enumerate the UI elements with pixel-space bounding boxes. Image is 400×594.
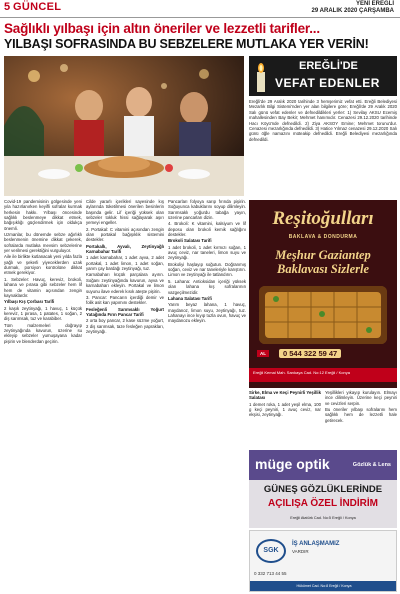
baklava-tray-image <box>259 286 387 344</box>
family-dinner-photo <box>4 56 244 196</box>
page-header <box>0 0 400 18</box>
resit-address: Ereğli Kemal Mah. Sarıkaya Cad. No:12 Ereğli / Konya <box>249 368 397 382</box>
sgk-name: İŞ ANLAŞMAMIZ <box>292 541 340 547</box>
vefat-body: Ereğli'de 29 Aralık 2020 tarihinde 3 hemşerimiz vefat etti. Ereğli Belediyesi Mezarlık Bilgi Sistemi'nden yer alan bilgilere göre; Ereğli'de 29 Aralık 2020 Salı günü vefat edenler ve defnedildikleri yerler: 1) Sevilay AKSU Ecemiş mahallesinden Bay Bekir; Mehmet hanımıdır. Cenazesi 29.12.2020 tarihinde Hacı Köyü'nde defnedildi. 2) Ziya AKSOY Emine; Mehmet torunu'dur. Cenazesi mezarlığında defnedildi. 3) Hatice Yılmaz cenazesi 29.12.2020 Salı günü öğle namazını müteakip defnedildi. Ereğli Belediyesi mezarlığında defnedildi. <box>249 99 397 142</box>
paragraph: Bu öneriler yılbaşı sofralarını hem sağlıklı hem de lezzetli hale getirecek. <box>325 407 397 423</box>
recipe-title: Sirke, Elma ve Keçi Peynirli Yeşillik Salatası <box>249 390 321 401</box>
paragraph: 1 adet brokoli, 1 adet kırmızı soğan, 1 avuç ceviz, nar taneleri, limon suyu ve zeytinyağı. <box>168 244 246 261</box>
article-column-3 <box>168 199 246 594</box>
paragraph: Aile ile birlikte kutlanacak yeni yılda fazla yağlı ve şekerli yiyeceklerden uzak durmak, porsiyon kontrolüne dikkat etmek gerekiyor. <box>4 254 82 276</box>
paragraph: Karnabaharı küçük parçalara ayırın. Soğanı zeytinyağında kavurun, ayva ve karnabaharı ekleyin. Portakal ve limon suyunu ilave ederek kısık ateşte pişirin. <box>86 272 164 294</box>
paper-info <box>312 1 394 15</box>
paragraph: 5. Lahana: Antioksidan içeriği yüksek olan lahana kış sofralarının vazgeçilmezidir. <box>168 278 246 295</box>
vefat-title-city: EREĞLİ'DE <box>299 60 358 72</box>
sgk-logo-icon: SGK <box>256 539 286 563</box>
muge-tag: Gözlük & Lens <box>352 462 391 468</box>
section-name: GÜNCEL <box>13 1 62 13</box>
vefat-banner <box>249 56 397 96</box>
paper-name: YENİ EREĞLİ <box>355 1 394 7</box>
resit-slogan: Meşhur Gaziantep Baklavası Sizlerle <box>275 248 371 276</box>
resitogullari-ad[interactable] <box>249 200 397 388</box>
muge-optik-ad[interactable] <box>249 450 397 528</box>
paragraph: 2. Portakal: C vitamini açısından zengin olan portakal bağışıklık sistemini destekler. <box>86 226 164 243</box>
sgk-phone[interactable]: 0 332 713 44 55 <box>254 571 287 576</box>
paragraph: Pancarları folyoya sarıp fırında pişirin. Soğuyunca kabuklarını soyup dilimleyin. Sarımsaklı yoğurdu tabağa yayın, üzerine pancarları dizin. <box>168 199 246 221</box>
sgk-sub: VARDIR <box>292 549 309 554</box>
baklava-illustration <box>259 286 387 344</box>
resit-phone[interactable]: 0 544 322 59 47 <box>279 349 341 358</box>
headline-red: Sağlıklı yılbaşı için altın öneriler ve lezzetli tarifler... <box>4 21 320 36</box>
resit-brand: Reşitoğulları <box>272 208 374 229</box>
resit-contact <box>249 348 397 362</box>
paper-date: 29 ARALIK 2020 ÇARŞAMBA <box>311 8 394 14</box>
muge-header <box>249 450 397 480</box>
recipe-title: Lahana Salatası Tarifi <box>168 295 212 301</box>
paragraph: 1 adet karnabahar, 1 adet ayva, 2 adet portakal, 1 adet limon, 1 adet soğan, yarım çay bardağı zeytinyağı, tuz. <box>86 255 164 272</box>
recipe-title: Brokoli Salatası Tarifi <box>168 238 212 244</box>
paragraph: 3. Pancar: Pancarın içerdiği demir ve folik asit kan yapımını destekler. <box>86 294 164 306</box>
headline-black: YILBAŞI SOFRASINDA BU SEBZELERE MUTLAKA YER VERİN! <box>4 37 369 51</box>
muge-logo: müge optik <box>255 456 330 472</box>
paragraph: Brokoliyi haşlayıp soğutun. Doğranmış soğan, ceviz ve nar taneleriyle karıştırın. Limon ve zeytinyağı ile tatlandırın. <box>168 261 246 278</box>
paragraph: 1. Sebzeler: Havuç, kereviz, brokoli, lahana ve pırasa gibi sebzeler hem lif hem de vitamin açısından zengin kaynaklardır. <box>4 276 82 298</box>
paragraph: Yarım beyaz lahana, 1 havuç, maydanoz, limon suyu, zeytinyağı, tuz. Lahanayı ince kıyıp tuzla ovun, havuç ve maydanozu ekleyin. <box>168 302 246 324</box>
vefat-title: VEFAT EDENLER <box>275 76 380 90</box>
muge-line1: GÜNEŞ GÖZLÜKLERİNDE <box>263 484 383 495</box>
resit-al-label: AL <box>257 350 269 357</box>
muge-line2: AÇILIŞA ÖZEL İNDİRİM <box>268 498 378 509</box>
sgk-ad[interactable] <box>249 530 397 592</box>
photo-illustration <box>4 56 244 196</box>
paragraph: Cilde yararlı içerikleri sayesinde kış aylarında tüketilmesi önerilen besinlerin başında gelir. Lif içeriği yüksek olan sebzeler tokluk hissi sağlayarak aşırı yemeyi engeller. <box>86 199 164 226</box>
paragraph: 2 orta boy pancar, 2 kase süzme yoğurt, 2 diş sarımsak, taze fesleğen yaprakları, zeytinyağı. <box>86 318 164 334</box>
page-number: 5 <box>4 1 11 13</box>
paragraph: 4. Brokoli: K vitamini, kalsiyum ve lif deposu olan brokoli kemik sağlığını destekler. <box>168 221 246 238</box>
paragraph: Uzmanlar, bu dönemde sebze ağırlıklı beslenmenin önemine dikkat çekerek, sofralarda mutlaka mevsim sebzelerine yer verilmesi gerektiğini vurguluyor. <box>4 232 82 254</box>
sgk-address: Hükümet Cad. No:8 Ereğli / Konya <box>250 581 397 591</box>
resit-kind: BAKLAVA & DONDURMA <box>288 234 358 240</box>
paragraph: 2 kaşık zeytinyağı, 1 havuç, 1 küçük kereviz, 1 pırasa, 1 patates, 1 soğan, 2 diş sarımsak, tuz ve karabiber. <box>4 305 82 322</box>
article-column-2 <box>86 199 164 594</box>
recipe-title: Fesleğenli Sarımsaklı Yoğurt Yatağında Fırın Pancar Tarifi <box>86 306 164 317</box>
muge-address: Ereğli Atatürk Cad. No:5 Ereğli / Konya <box>290 516 356 520</box>
paragraph: Yeşillikleri yıkayıp kurulayın. Elmayı ince dilimleyin. Üzerine keçi peyniri ve cevizleri serpin. <box>325 390 397 406</box>
paragraph: Covid-19 pandemisinin gölgesinde yeni yıla hazırlanırken keyifli sofralar kurmak herkesin hakkı. Yılbaşı öncesinde sağlıklı beslenmeye dikkat etmek, bağışıklığı güçlendirmek için oldukça önemli. <box>4 199 82 231</box>
paragraph: 1 demet roka, 1 adet yeşil elma, 100 g keçi peyniri, 1 avuç ceviz, nar ekşisi, zeytinyağı. <box>249 401 321 418</box>
article-column-4 <box>249 390 397 448</box>
paragraph: Tüm malzemeleri doğrayıp zeytinyağında kavurun, üzerine su ekleyip sebzeler yumuşayana kadar pişirin ve blenderdan geçirin. <box>4 322 82 344</box>
recipe-title: Portakallı, Ayvalı, Zeytinyağlı Karnabahar Tarifi <box>86 243 164 255</box>
article-column-1 <box>4 199 82 594</box>
recipe-title: Yılbaşı Kış Çorbası Tarifi <box>4 299 55 305</box>
